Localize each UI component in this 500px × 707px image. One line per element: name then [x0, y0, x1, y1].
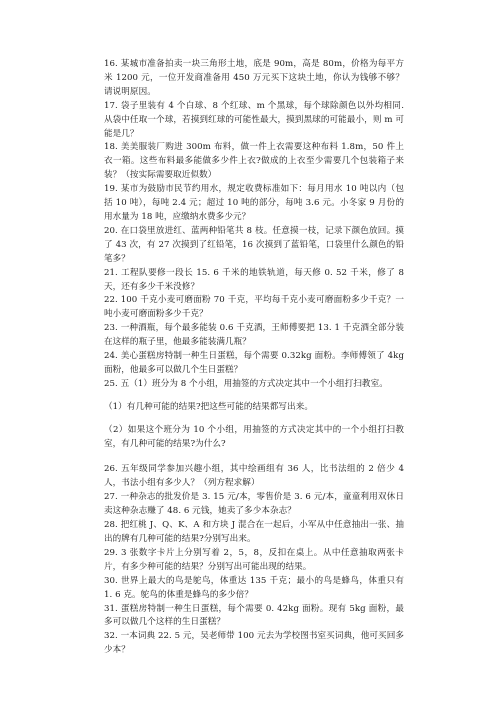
- question-25: 25. 五（1）班分为 8 个小组，用抽签的方式决定其中一个小组打扫教室。: [104, 378, 388, 389]
- question-19: 19. 某市为鼓励市民节约用水，规定收费标准如下：每月用水 10 吨以内（包括 10 吨），每吨 2.4 元；超过 10 吨的部分，每吨 3.6 元。小冬家 9 月份的用水量为 18 吨，应缴纳水费多少元？: [104, 184, 404, 222]
- question-32: 32. 一本词典 22. 5 元，吴老师带 100 元去为学校图书室买词典，他可买回多少本？: [104, 631, 404, 656]
- question-16: 16. 某城市准备拍卖一块三角形土地，底是 90m，高是 80m，价格为每平方米 1200 元，一位开发商准备用 450 万元买下这块土地，你认为钱够不够？请说明原因。: [104, 59, 404, 97]
- question-18: 18. 美美服装厂购进 300m 布料，做一件上衣需要这种布料 1.8m，50 件上衣一箱。这些布料最多能做多少件上衣?做成的上衣至少需要几个包装箱子来装？（按实际需要取近似数）: [104, 142, 404, 181]
- question-25-part-1: （1）有几种可能的结果?把这些可能的结果都写出来。: [104, 401, 313, 412]
- question-22: 22. 100 千克小麦可磨面粉 70 千克，平均每千克小麦可磨面粉多少千克？一吨小麦可磨面粉多少千克？: [104, 295, 404, 320]
- question-26: 26. 五年级同学参加兴趣小组，其中绘画组有 36 人，比书法组的 2 倍少 4 人，书法小组有多少人？（列方程求解）: [104, 464, 404, 489]
- question-17: 17. 袋子里装有 4 个白球、8 个红球、m 个黑球，每个球除颜色以外均相同. 从袋中任取一个球，若摸到红球的可能性最大，摸到黑球的可能最小，则 m 可能是几？: [104, 100, 404, 139]
- question-29: 29. 3 张数字卡片上分别写着 2，5，8，反扣在桌上。从中任意抽取两张卡片，有多少种可能的结果？分别写出可能出现的结果。: [104, 547, 404, 572]
- question-30: 30. 世界上最大的鸟是鸵鸟，体重达 135 千克；最小的鸟是蜂鸟，体重只有 1. 6 克。鸵鸟的体重是蜂鸟的多少倍？: [104, 575, 404, 600]
- question-21: 21. 工程队要修一段长 15. 6 千米的地铁轨道，每天修 0. 52 千米，修了 8 天，还有多少千米没修？: [104, 267, 404, 292]
- question-28: 28. 把红桃 J、Q、K、A 和方块 J 混合在一起后，小军从中任意抽出一张、抽出的牌有几种可能的结果?分别写出来。: [104, 520, 404, 544]
- question-25-part-2: （2）如果这个班分为 10 个小组，用抽签的方式决定其中的一个小组打扫教室，有几种可能的结果?为什么?: [104, 424, 404, 449]
- question-24: 24. 美心蛋糕房特制一种生日蛋糕，每个需要 0.32kg 面粉。李师傅领了 4kg 面粉，他最多可以做几个生日蛋糕？: [104, 351, 404, 375]
- question-23: 23. 一种酒瓶，每个最多能装 0.6 千克酒，王师傅要把 13. 1 千克酒全部分装在这样的瓶子里，他最多能装满几瓶？: [104, 323, 404, 348]
- question-31: 31. 蛋糕房特制一种生日蛋糕，每个需要 0. 42kg 面粉。现有 5kg 面粉，最多可以做几个这样的生日蛋糕？: [104, 603, 404, 628]
- question-27: 27. 一种杂志的批发价是 3. 15 元/本，零售价是 3. 6 元/本，童童利用双休日卖这种杂志赚了 48. 6 元钱，她卖了多少本杂志？: [104, 492, 404, 517]
- question-list: [104, 58, 404, 658]
- question-20: 20. 在口袋里放进红、蓝两种铅笔共 8 枝。任意摸一枝，记录下颜色放回。摸了 43 次，有 27 次摸到了红铅笔，16 次摸到了蓝铅笔，口袋里什么颜色的铅笔多？: [104, 225, 404, 264]
